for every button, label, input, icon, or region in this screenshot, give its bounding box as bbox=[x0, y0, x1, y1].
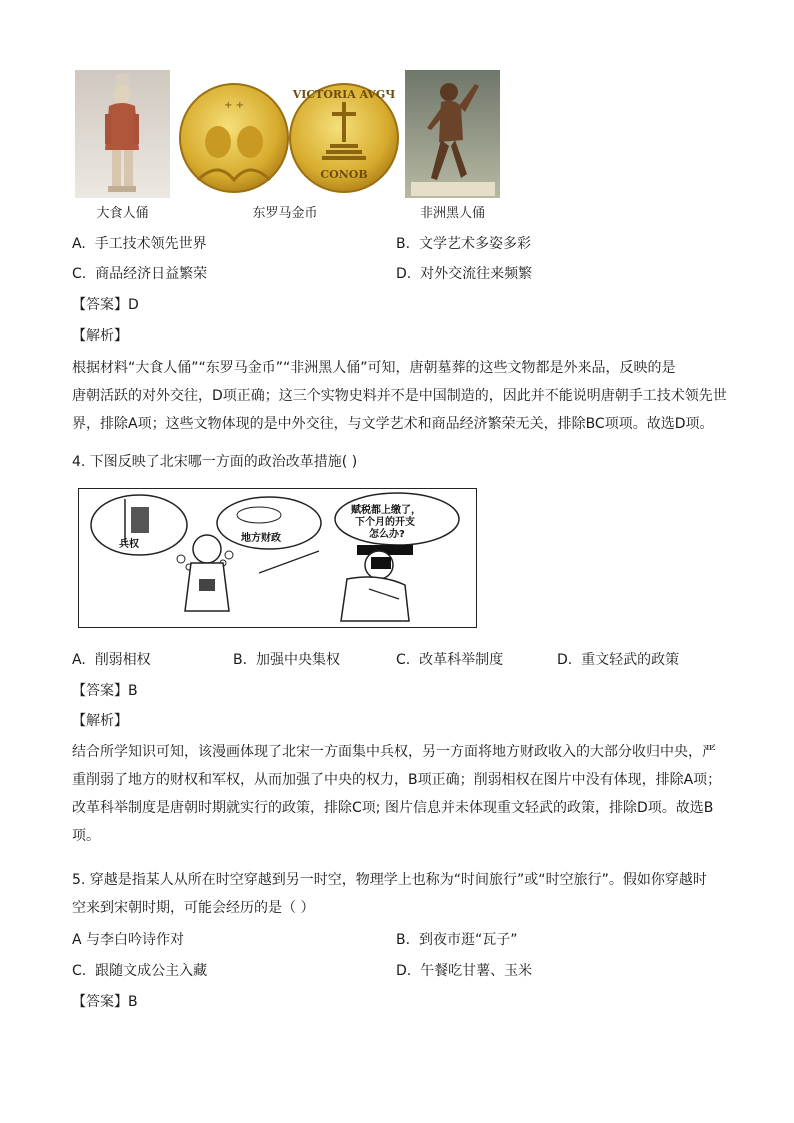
q5-stem bbox=[72, 866, 722, 922]
q5-stem-line: 空来到宋朝时期，可能会经历的是（ ） bbox=[72, 900, 315, 916]
figure-byzantine-coin bbox=[178, 80, 400, 198]
q3-option-b[interactable]: B. 文学艺术多姿多彩 bbox=[396, 236, 531, 252]
caption-coin: 东罗马金币 bbox=[252, 206, 318, 221]
q4-answer: 【答案】B bbox=[72, 683, 138, 699]
q4-option-a[interactable]: A. 削弱相权 bbox=[72, 652, 151, 668]
q3-analysis-label: 【解析】 bbox=[72, 328, 128, 344]
figurine-icon bbox=[75, 70, 170, 198]
q4-option-b[interactable]: B. 加强中央集权 bbox=[233, 652, 340, 668]
svg-text:地方财政: 地方财政 bbox=[241, 533, 281, 544]
q4-analysis-line: 项。 bbox=[72, 828, 100, 844]
q4-option-d[interactable]: D. 重文轻武的政策 bbox=[557, 652, 680, 668]
q5-stem-line: 5. 穿越是指某人从所在时空穿越到另一时空，物理学上也称为“时间旅行”或“时空旅行”。假如你穿越时 bbox=[72, 872, 707, 888]
q4-cartoon bbox=[78, 488, 477, 628]
svg-text:VICTORIA AVGЧ: VICTORIA AVGЧ bbox=[292, 88, 396, 101]
q4-option-c[interactable]: C. 改革科举制度 bbox=[396, 652, 504, 668]
coin-icon bbox=[178, 80, 400, 198]
q3-answer: 【答案】D bbox=[72, 297, 139, 313]
q4-analysis-label: 【解析】 bbox=[72, 713, 128, 729]
q3-option-a[interactable]: A. 手工技术领先世界 bbox=[72, 236, 207, 252]
svg-text:+ +: + + bbox=[224, 100, 244, 111]
svg-text:CONOB: CONOB bbox=[320, 168, 368, 181]
q5-option-d[interactable]: D. 午餐吃甘薯、玉米 bbox=[396, 963, 533, 979]
q4-stem: 4. 下图反映了北宋哪一方面的政治改革措施( ) bbox=[72, 454, 358, 470]
q4-analysis bbox=[72, 738, 722, 850]
svg-text:怎么办?: 怎么办? bbox=[369, 529, 405, 540]
q5-option-b[interactable]: B. 到夜市逛“瓦子” bbox=[396, 932, 518, 948]
q5-answer: 【答案】B bbox=[72, 994, 138, 1010]
figurine-icon bbox=[405, 70, 500, 198]
q3-analysis-line: 根据材料“大食人俑”“东罗马金币”“非洲黑人俑”可知，唐朝墓葬的这些文物都是外来品，反映的是 bbox=[72, 360, 676, 376]
cartoon-illustration bbox=[79, 489, 476, 627]
caption-dashi: 大食人俑 bbox=[96, 206, 149, 221]
q4-analysis-line: 重削弱了地方的财权和军权，从而加强了中央的权力，B项正确；削弱相权在图片中没有体现，排除A项； bbox=[72, 772, 722, 788]
caption-african: 非洲黑人俑 bbox=[419, 206, 485, 221]
figure-dashi-figurine bbox=[75, 70, 170, 198]
svg-text:赋税都上缴了，: 赋税都上缴了， bbox=[351, 505, 421, 516]
q5-option-c[interactable]: C. 跟随文成公主入藏 bbox=[72, 963, 208, 979]
q5-option-a[interactable]: A 与李白吟诗作对 bbox=[72, 932, 185, 948]
q3-analysis bbox=[72, 354, 727, 438]
figure-african-figurine bbox=[405, 70, 500, 198]
q3-option-d[interactable]: D. 对外交流往来频繁 bbox=[396, 266, 533, 282]
q3-analysis-line: 唐朝活跃的对外交往，D项正确；这三个实物史料并不是中国制造的，因此并不能说明唐朝手工技术领先世 bbox=[72, 388, 727, 404]
q3-analysis-line: 界，排除A项；这些文物体现的是中外交往，与文学艺术和商品经济繁荣无关，排除BC项项。故选D项。 bbox=[72, 416, 714, 432]
q3-option-c[interactable]: C. 商品经济日益繁荣 bbox=[72, 266, 208, 282]
q4-analysis-line: 改革科举制度是唐朝时期就实行的政策，排除C项; 图片信息并未体现重文轻武的政策，排除D项。故选B bbox=[72, 800, 714, 816]
svg-text:兵权: 兵权 bbox=[119, 539, 139, 550]
q4-analysis-line: 结合所学知识可知，该漫画体现了北宋一方面集中兵权，另一方面将地方财政收入的大部分收归中央，严 bbox=[72, 744, 716, 760]
svg-text:下个月的开支: 下个月的开支 bbox=[355, 517, 415, 528]
